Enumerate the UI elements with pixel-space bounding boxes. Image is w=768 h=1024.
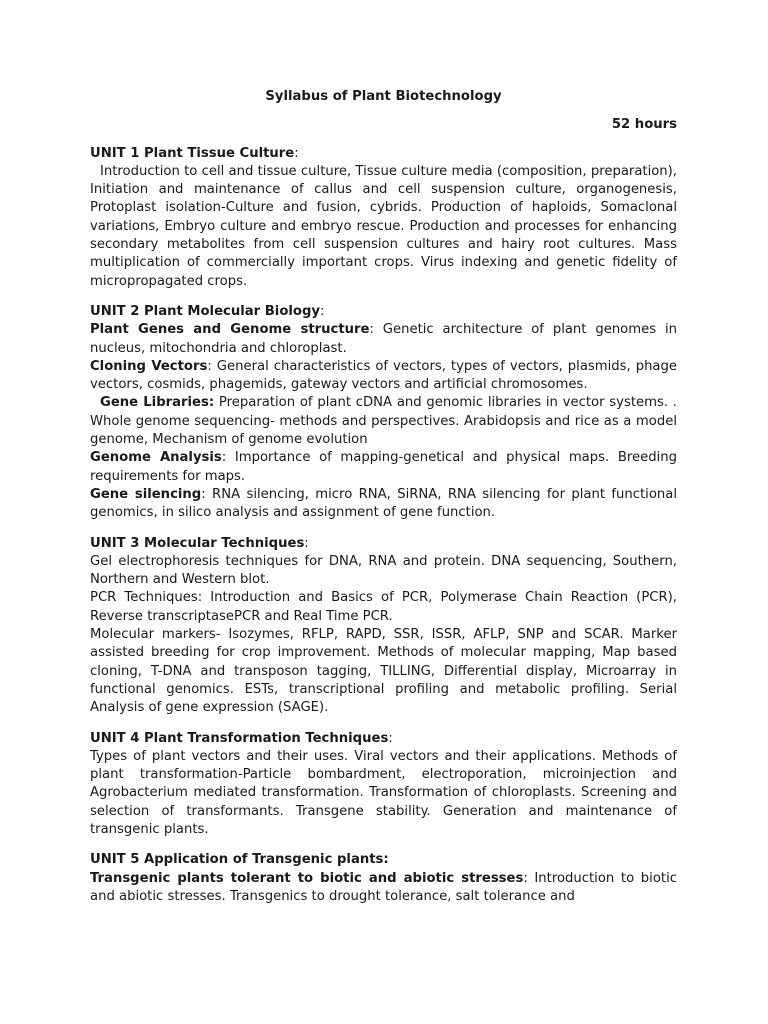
unit-1-section xyxy=(90,145,677,291)
unit-2-section xyxy=(90,303,677,523)
unit-3-paragraph: Molecular markers- Isozymes, RFLP, RAPD, SSR, ISSR, AFLP, SNP and SCAR. Marker assisted breeding for crop improvement. Methods of molecular mapping, Map based cloning, T-DNA and transposon tagging, TILLING, Differential display, Microarray in functional genomics. ESTs, transcriptional profiling and metabolic profiling. Serial Analysis of gene expression (SAGE). xyxy=(90,627,677,716)
unit-4-heading: UNIT 4 Plant Transformation Techniques xyxy=(90,730,389,746)
unit-4-section xyxy=(90,730,677,840)
unit-5-section xyxy=(90,851,677,906)
unit-5-item xyxy=(90,870,677,907)
unit-4-body: Types of plant vectors and their uses. Viral vectors and their applications. Methods of plant transformation-Particle bombardment, electroporation, microinjection and Agrobacterium mediated transformation. Transformation of chloroplasts. Screening and selection of transformants. Transgene stability. Generation and maintenance of transgenic plants. xyxy=(90,748,677,837)
unit-2-item-label: Plant Genes and Genome structure xyxy=(90,322,370,338)
unit-2-heading-line xyxy=(90,303,677,321)
unit-3-heading: UNIT 3 Molecular Techniques xyxy=(90,535,305,551)
unit-5-item-label: Transgenic plants tolerant to biotic and abiotic stresses xyxy=(90,870,524,886)
document-title: Syllabus of Plant Biotechnology xyxy=(265,89,502,104)
unit-1-heading-line xyxy=(90,145,677,163)
unit-3-heading-line xyxy=(90,535,677,553)
unit-2-colon: : xyxy=(320,303,325,319)
unit-2-item-label: Gene Libraries: xyxy=(100,395,215,411)
unit-2-item-text: : Importance of mapping-genetical and physical maps. Breeding requirements for maps. xyxy=(90,450,677,484)
unit-4-colon: : xyxy=(388,730,393,746)
unit-1-colon: : xyxy=(294,145,299,161)
unit-5-item-text: : Introduction to biotic and abiotic stresses. Transgenics to drought tolerance, salt tolerance and xyxy=(90,870,677,904)
unit-3-paragraph: PCR Techniques: Introduction and Basics of PCR, Polymerase Chain Reaction (PCR), Reverse transcriptasePCR and Real Time PCR. xyxy=(90,590,677,624)
unit-3-section xyxy=(90,535,677,718)
unit-3-colon: : xyxy=(304,535,309,551)
unit-5-heading: UNIT 5 Application of Transgenic plants: xyxy=(90,852,389,868)
unit-2-item-label: Gene silencing xyxy=(90,486,202,502)
unit-2-item-label: Genome Analysis xyxy=(90,450,222,466)
unit-2-item xyxy=(90,321,677,358)
unit-2-item xyxy=(90,358,677,395)
unit-2-item-text: : General characteristics of vectors, types of vectors, plasmids, phage vectors, cosmids, phagemids, gateway vectors and artificial chromosomes. xyxy=(90,358,677,393)
unit-2-item xyxy=(90,449,677,486)
unit-2-item-text: : RNA silencing, micro RNA, SiRNA, RNA silencing for plant functional genomics, in silico analysis and assignment of gene function. xyxy=(90,486,677,521)
unit-5-heading-line xyxy=(90,851,677,869)
unit-3-paragraph: Gel electrophoresis techniques for DNA, RNA and protein. DNA sequencing, Southern, Northern and Western blot. xyxy=(90,553,677,588)
document-hours: 52 hours xyxy=(611,117,677,133)
document-page xyxy=(90,88,677,918)
unit-2-heading: UNIT 2 Plant Molecular Biology xyxy=(90,303,320,319)
unit-2-item-text: Preparation of plant cDNA and genomic libraries in vector systems. . Whole genome sequencing- methods and perspectives. Arabidopsis and rice as a model genome, Mechanism of genome evolution xyxy=(90,395,677,448)
unit-1-heading: UNIT 1 Plant Tissue Culture xyxy=(90,145,295,161)
unit-4-heading-line xyxy=(90,730,677,748)
unit-2-item-text: : Genetic architecture of plant genomes in nucleus, mitochondria and chloroplast. xyxy=(90,322,677,356)
unit-2-item xyxy=(90,486,677,523)
unit-2-item xyxy=(90,394,677,449)
unit-2-item-label: Cloning Vectors xyxy=(90,358,208,374)
unit-1-body: Introduction to cell and tissue culture, Tissue culture media (composition, preparation), Initiation and maintenance of callus and cell suspension culture, organogenesis, Protoplast isolation-Culture and fusion, cybrids. Production of haploids, Somaclonal variations, Embryo culture and embryo rescue. Production and processes for enhancing secondary metabolites from cell suspension cultures and hairy root cultures. Mass multiplication of commercially important crops. Virus indexing and genetic fidelity of micropropagated crops. xyxy=(90,163,677,289)
